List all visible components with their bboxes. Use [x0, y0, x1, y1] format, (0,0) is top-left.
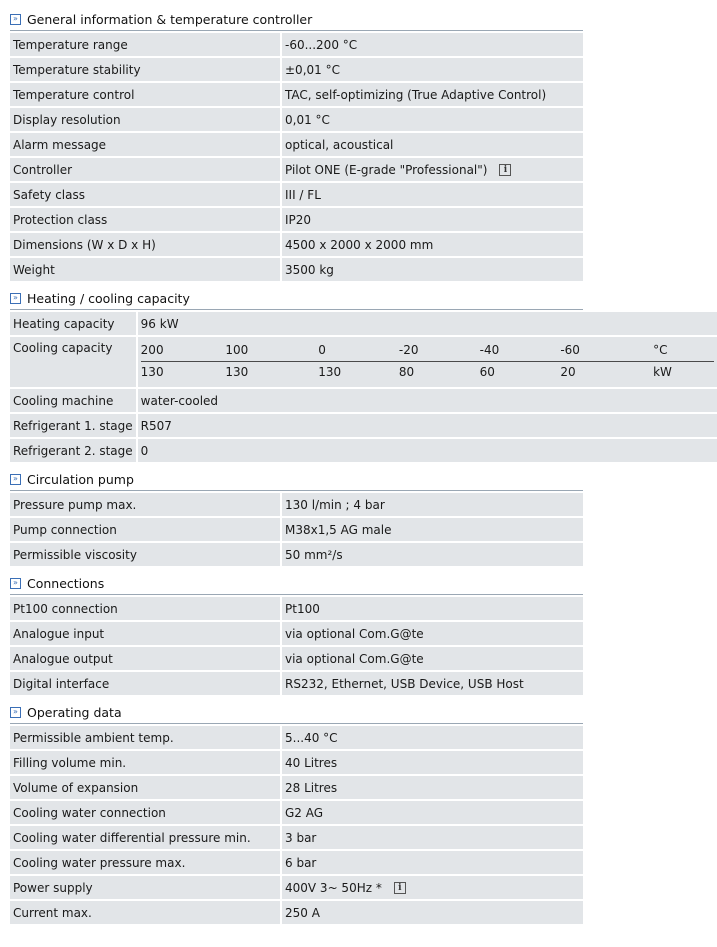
- table-row: [10, 312, 717, 337]
- spec-table: [10, 597, 583, 697]
- table-row: [10, 389, 717, 414]
- section-header[interactable]: [10, 468, 583, 490]
- section-title: General information & temperature controller: [27, 11, 313, 27]
- row-value: RS232, Ethernet, USB Device, USB Host: [282, 672, 583, 697]
- table-row: [10, 801, 583, 826]
- spec-table: [10, 493, 583, 568]
- row-label: Permissible ambient temp.: [10, 726, 282, 751]
- row-label: Cooling water differential pressure min.: [10, 826, 282, 851]
- capacity-cell: 20: [560, 365, 576, 380]
- temp-cell: -40: [480, 339, 561, 361]
- section-general: [10, 8, 583, 283]
- power-supply-value: 400V 3~ 50Hz *: [285, 880, 382, 895]
- temp-cell: 100: [225, 339, 318, 361]
- table-row: [10, 597, 583, 622]
- row-value: optical, acoustical: [282, 133, 583, 158]
- table-row: [10, 158, 583, 183]
- row-value: [282, 158, 583, 183]
- row-label: Heating capacity: [10, 312, 138, 337]
- row-label: Filling volume min.: [10, 751, 282, 776]
- row-value: 4500 x 2000 x 2000 mm: [282, 233, 583, 258]
- divider: [10, 490, 583, 491]
- section-heating-cooling: [10, 287, 672, 464]
- table-row: [10, 439, 717, 464]
- expand-arrow-icon[interactable]: »: [10, 707, 21, 718]
- controller-value: Pilot ONE (E-grade "Professional"): [285, 162, 488, 177]
- temp-unit: °C: [653, 339, 714, 361]
- table-row: [10, 83, 583, 108]
- row-value: via optional Com.G@te: [282, 647, 583, 672]
- row-value: 3 bar: [282, 826, 583, 851]
- table-row: [10, 543, 583, 568]
- spec-table: [10, 726, 583, 926]
- capacity-unit: kW: [653, 365, 672, 380]
- row-label: Weight: [10, 258, 282, 283]
- section-title: Heating / cooling capacity: [27, 290, 190, 306]
- row-value: G2 AG: [282, 801, 583, 826]
- row-label: Pressure pump max.: [10, 493, 282, 518]
- row-value: IP20: [282, 208, 583, 233]
- capacity-row: [141, 361, 714, 383]
- row-value: TAC, self-optimizing (True Adaptive Control): [282, 83, 583, 108]
- table-row: [10, 776, 583, 801]
- row-label: Safety class: [10, 183, 282, 208]
- temp-cell: -60: [560, 339, 653, 361]
- row-label: Temperature control: [10, 83, 282, 108]
- section-title: Operating data: [27, 704, 122, 720]
- table-row: [10, 208, 583, 233]
- table-row: [10, 851, 583, 876]
- row-value: Pt100: [282, 597, 583, 622]
- row-label: Analogue input: [10, 622, 282, 647]
- row-label: Dimensions (W x D x H): [10, 233, 282, 258]
- row-label: Alarm message: [10, 133, 282, 158]
- table-row: [10, 726, 583, 751]
- capacity-cell: 80: [398, 365, 415, 380]
- row-value: 0,01 °C: [282, 108, 583, 133]
- row-label: Cooling capacity: [10, 337, 138, 389]
- row-value: 6 bar: [282, 851, 583, 876]
- table-row: [10, 876, 583, 901]
- table-row: [10, 133, 583, 158]
- row-label: Refrigerant 2. stage: [10, 439, 138, 464]
- table-row: [10, 901, 583, 926]
- row-value: M38x1,5 AG male: [282, 518, 583, 543]
- divider: [10, 30, 583, 31]
- row-label: Cooling water pressure max.: [10, 851, 282, 876]
- row-label: Protection class: [10, 208, 282, 233]
- row-value: 28 Litres: [282, 776, 583, 801]
- table-row: [10, 647, 583, 672]
- row-value: 250 A: [282, 901, 583, 926]
- row-value: -60...200 °C: [282, 33, 583, 58]
- row-label: Pt100 connection: [10, 597, 282, 622]
- row-label: Analogue output: [10, 647, 282, 672]
- row-value: 0: [138, 439, 717, 464]
- section-header[interactable]: [10, 701, 583, 723]
- divider: [10, 594, 583, 595]
- expand-arrow-icon[interactable]: »: [10, 578, 21, 589]
- row-value: 40 Litres: [282, 751, 583, 776]
- section-header[interactable]: [10, 8, 583, 30]
- divider: [10, 309, 583, 310]
- capacity-cell: 130: [140, 365, 164, 380]
- section-title: Circulation pump: [27, 471, 134, 487]
- row-value: 50 mm²/s: [282, 543, 583, 568]
- row-value: R507: [138, 414, 717, 439]
- section-connections: [10, 572, 583, 697]
- row-value: 96 kW: [138, 312, 717, 337]
- table-row: [10, 672, 583, 697]
- info-icon[interactable]: i: [499, 164, 511, 176]
- table-row: [10, 751, 583, 776]
- row-label: Digital interface: [10, 672, 282, 697]
- spec-sheet: [10, 8, 672, 926]
- row-value: via optional Com.G@te: [282, 622, 583, 647]
- table-row: [10, 414, 717, 439]
- section-circulation-pump: [10, 468, 583, 568]
- row-label: Display resolution: [10, 108, 282, 133]
- row-value: [282, 876, 583, 901]
- row-label: Cooling water connection: [10, 801, 282, 826]
- capacity-cell: 130: [318, 365, 342, 380]
- expand-arrow-icon[interactable]: »: [10, 14, 21, 25]
- cooling-capacity-value: [138, 337, 717, 389]
- row-label: Controller: [10, 158, 282, 183]
- table-row: [10, 493, 583, 518]
- section-title: Connections: [27, 575, 105, 591]
- spec-table: [10, 33, 583, 283]
- table-row: [10, 108, 583, 133]
- row-label: Temperature stability: [10, 58, 282, 83]
- row-value: 3500 kg: [282, 258, 583, 283]
- divider: [10, 723, 583, 724]
- row-value: III / FL: [282, 183, 583, 208]
- table-row: [10, 58, 583, 83]
- row-label: Power supply: [10, 876, 282, 901]
- table-row: [10, 233, 583, 258]
- table-row: [10, 826, 583, 851]
- row-value: water-cooled: [138, 389, 717, 414]
- section-operating-data: [10, 701, 583, 926]
- info-icon[interactable]: i: [394, 882, 406, 894]
- row-label: Pump connection: [10, 518, 282, 543]
- row-label: Temperature range: [10, 33, 282, 58]
- table-row: [10, 337, 717, 389]
- table-row: [10, 622, 583, 647]
- table-row: [10, 258, 583, 283]
- table-row: [10, 33, 583, 58]
- temp-cell: 0: [318, 339, 399, 361]
- temp-cell: -20: [399, 339, 480, 361]
- section-header[interactable]: [10, 572, 583, 594]
- section-header[interactable]: [10, 287, 583, 309]
- expand-arrow-icon[interactable]: »: [10, 293, 21, 304]
- spec-table: [10, 312, 717, 464]
- row-label: Refrigerant 1. stage: [10, 414, 138, 439]
- temperature-row: [141, 339, 714, 361]
- row-label: Current max.: [10, 901, 282, 926]
- table-row: [10, 183, 583, 208]
- capacity-cell: 130: [225, 365, 249, 380]
- row-value: ±0,01 °C: [282, 58, 583, 83]
- table-row: [10, 518, 583, 543]
- row-value: 130 l/min ; 4 bar: [282, 493, 583, 518]
- row-label: Volume of expansion: [10, 776, 282, 801]
- capacity-cell: 60: [479, 365, 495, 380]
- cooling-capacity-table: [141, 339, 714, 383]
- temp-cell: 200: [141, 339, 226, 361]
- expand-arrow-icon[interactable]: »: [10, 474, 21, 485]
- row-label: Permissible viscosity: [10, 543, 282, 568]
- row-label: Cooling machine: [10, 389, 138, 414]
- row-value: 5...40 °C: [282, 726, 583, 751]
